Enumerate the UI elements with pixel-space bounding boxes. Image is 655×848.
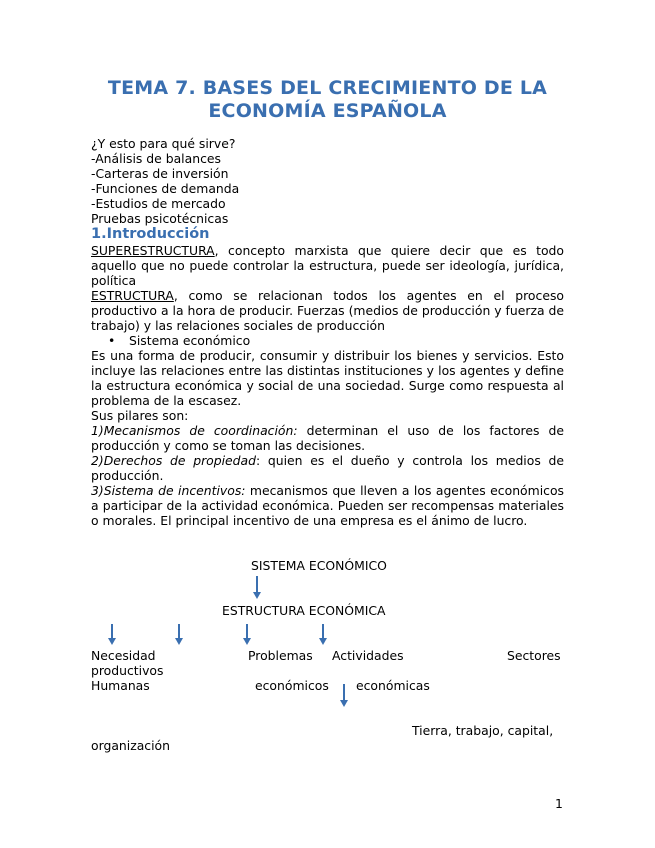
arrow-down-icon <box>339 684 349 708</box>
diagram-problemas: Problemas <box>248 648 313 663</box>
pilar-propiedad-label: 2)Derechos de propiedad <box>91 453 256 468</box>
diagram-actividades: Actividades <box>332 648 404 663</box>
pilar-propiedad <box>91 453 564 483</box>
diagram-economicos: económicos <box>255 678 329 693</box>
estructura-term: ESTRUCTURA <box>91 288 174 303</box>
arrow-down-icon <box>242 624 252 646</box>
sistema-paragraph: Es una forma de producir, consumir y distribuir los bienes y servicios. Esto incluye las relaciones entre las distintas instituciones y los agentes y define la estructura económica y social de una sociedad. Surge como respuesta al problema de la escasez. <box>91 348 564 408</box>
pilar-incentivos-text: mecanismos que lleven a los agentes económicos a participar de la actividad económica. Pueden ser recompensas materiales o morales. El principal incentivo de una empresa es el ánimo de lucro. <box>91 483 564 528</box>
diagram-productivos: productivos <box>91 663 164 678</box>
arrow-down-icon <box>107 624 117 646</box>
diagram-factores: Tierra, trabajo, capital, <box>412 723 554 738</box>
diagram-estructura-economica: ESTRUCTURA ECONÓMICA <box>222 603 386 618</box>
diagram-sistema-economico: SISTEMA ECONÓMICO <box>251 558 387 573</box>
bullet-item: Sistema económico <box>129 333 251 348</box>
pilares-intro: Sus pilares son: <box>91 408 189 423</box>
superestructura-paragraph <box>91 243 564 288</box>
pilar-propiedad-text: : quien es el dueño y controla los medios de producción. <box>91 453 564 483</box>
superestructura-text: , concepto marxista que quiere decir que es todo aquello que no puede controlar la estructura, puede ser ideología, jurídica, política <box>91 243 564 288</box>
intro-item-pruebas: Pruebas psicotécnicas <box>91 211 229 226</box>
intro-item-funciones: -Funciones de demanda <box>91 181 240 196</box>
intro-question: ¿Y esto para qué sirve? <box>91 136 236 151</box>
estructura-paragraph <box>91 288 564 333</box>
estructura-text: , como se relacionan todos los agentes en el proceso productivo a la hora de producir. Fuerzas (medios de producción y fuerza de trabajo) y las relaciones sociales de producción <box>91 288 564 333</box>
arrow-down-icon <box>318 624 328 646</box>
page-title-line-1: TEMA 7. BASES DEL CRECIMIENTO DE LA <box>107 77 548 99</box>
pilar-incentivos <box>91 483 564 528</box>
pilar-coordinacion-text: determinan el uso de los factores de producción y como se toman las decisiones. <box>91 423 564 453</box>
page-number: 1 <box>555 796 563 811</box>
diagram-sectores: Sectores <box>507 648 561 663</box>
diagram-economicas: económicas <box>356 678 430 693</box>
superestructura-term: SUPERESTRUCTURA <box>91 243 215 258</box>
diagram-necesidad: Necesidad <box>91 648 156 663</box>
intro-item-balances: -Análisis de balances <box>91 151 221 166</box>
section-heading: 1.Introducción <box>91 226 210 242</box>
page-title-line-2: ECONOMÍA ESPAÑOLA <box>208 100 447 122</box>
intro-item-estudios: -Estudios de mercado <box>91 196 226 211</box>
bullet-marker: • <box>108 333 116 348</box>
arrow-down-icon <box>252 576 262 600</box>
diagram-humanas: Humanas <box>91 678 150 693</box>
pilar-coordinacion-label: 1)Mecanismos de coordinación: <box>91 423 298 438</box>
arrow-down-icon <box>174 624 184 646</box>
pilar-coordinacion <box>91 423 564 453</box>
page-title <box>80 77 575 123</box>
intro-item-carteras: -Carteras de inversión <box>91 166 229 181</box>
diagram-organizacion: organización <box>91 738 170 753</box>
pilar-incentivos-label: 3)Sistema de incentivos: <box>91 483 246 498</box>
